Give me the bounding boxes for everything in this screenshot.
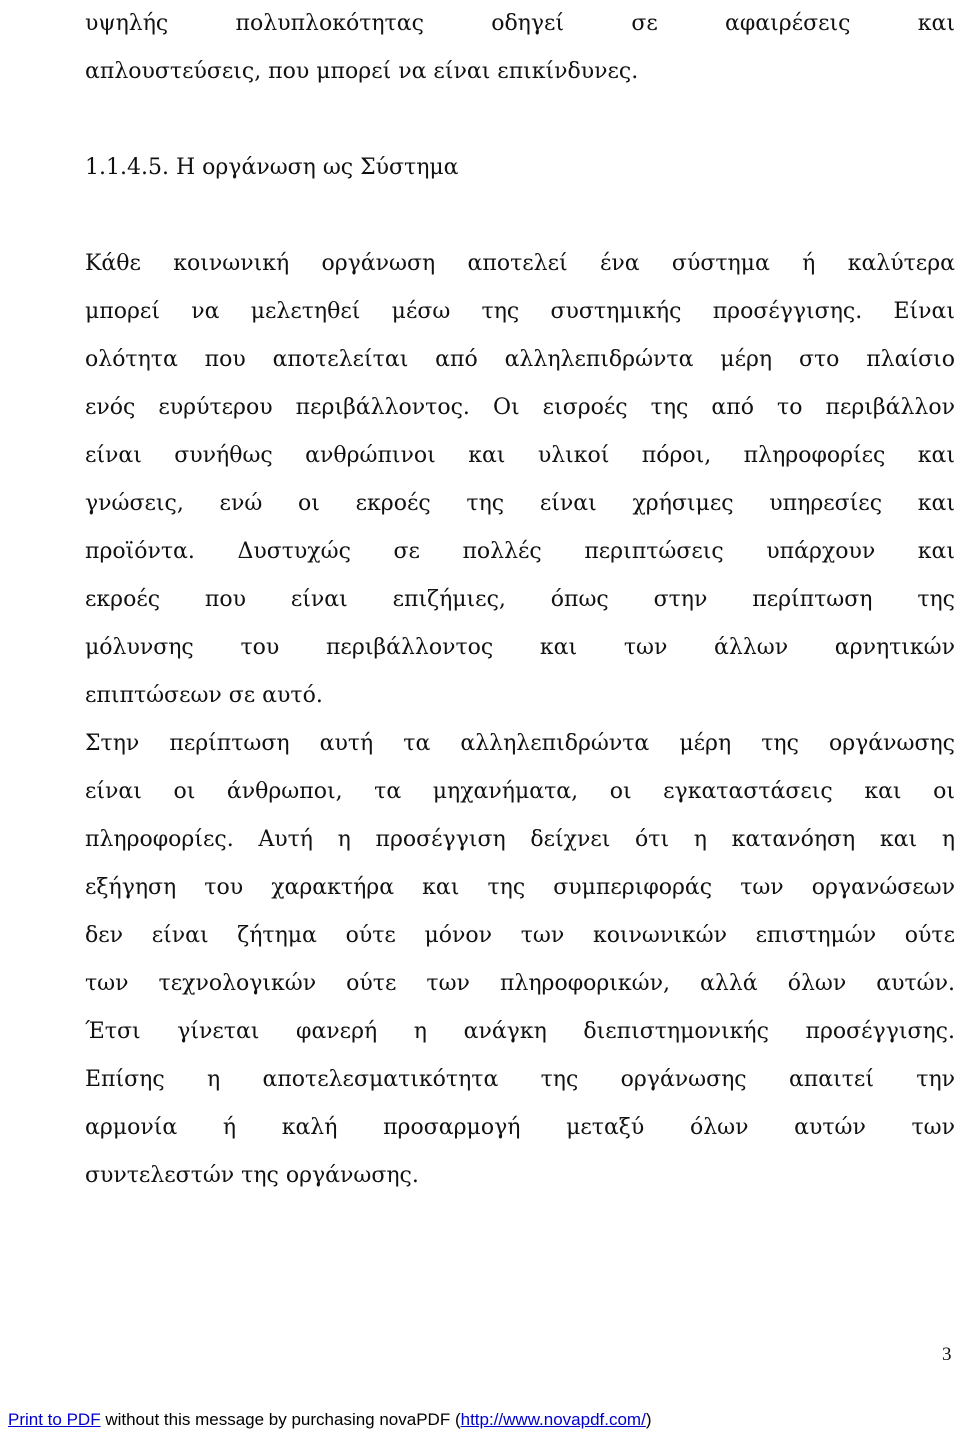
footer-end-text: ) xyxy=(645,1410,652,1429)
body-line: μόλυνσης του περιβάλλοντος και των άλλων αρνητικών xyxy=(85,635,955,660)
body-line: ολότητα που αποτελείται από αλληλεπιδρώντα μέρη στο πλαίσιο xyxy=(85,347,955,372)
section-heading: 1.1.4.5. Η οργάνωση ως Σύστημα xyxy=(85,155,459,180)
paragraph-gap xyxy=(85,192,955,240)
body-line: γνώσεις, ενώ οι εκροές της είναι χρήσιμες υπηρεσίες και xyxy=(85,491,955,516)
intro-line: υψηλής πολυπλοκότητας οδηγεί σε αφαιρέσεις και xyxy=(85,11,955,36)
print-footer xyxy=(8,1409,651,1431)
paragraph-gap xyxy=(85,96,955,144)
novapdf-url-link[interactable]: http://www.novapdf.com/ xyxy=(460,1410,646,1429)
body-line: επιπτώσεων σε αυτό. xyxy=(85,683,323,708)
body-line: είναι συνήθως ανθρώπινοι και υλικοί πόροι, πληροφορίες και xyxy=(85,443,955,468)
body-line: Επίσης η αποτελεσματικότητα της οργάνωσης απαιτεί την xyxy=(85,1067,955,1092)
print-to-pdf-link[interactable]: Print to PDF xyxy=(8,1410,101,1429)
body-line: είναι οι άνθρωποι, τα μηχανήματα, οι εγκαταστάσεις και οι xyxy=(85,779,955,804)
body-line: εκροές που είναι επιζήμιες, όπως στην περίπτωση της xyxy=(85,587,955,612)
footer-text: without this message by purchasing novaPDF ( xyxy=(100,1410,461,1429)
body-line: εξήγηση του χαρακτήρα και της συμπεριφοράς των οργανώσεων xyxy=(85,875,955,900)
body-line: Στην περίπτωση αυτή τα αλληλεπιδρώντα μέρη της οργάνωσης xyxy=(85,731,955,756)
body-line: μπορεί να μελετηθεί μέσω της συστημικής προσέγγισης. Είναι xyxy=(85,299,955,324)
body-line: πληροφορίες. Αυτή η προσέγγιση δείχνει ότι η κατανόηση και η xyxy=(85,827,955,852)
body-line: Έτσι γίνεται φανερή η ανάγκη διεπιστημονικής προσέγγισης. xyxy=(85,1019,955,1044)
body-line: των τεχνολογικών ούτε των πληροφορικών, αλλά όλων αυτών. xyxy=(85,971,955,996)
body-line: προϊόντα. Δυστυχώς σε πολλές περιπτώσεις υπάρχουν και xyxy=(85,539,955,564)
body-line: αρμονία ή καλή προσαρμογή μεταξύ όλων αυτών των xyxy=(85,1115,955,1140)
intro-line: απλουστεύσεις, που μπορεί να είναι επικίνδυνες. xyxy=(85,59,639,84)
page-number: 3 xyxy=(942,1344,952,1365)
body-line: Κάθε κοινωνική οργάνωση αποτελεί ένα σύστημα ή καλύτερα xyxy=(85,251,955,276)
body-line: δεν είναι ζήτημα ούτε μόνον των κοινωνικών επιστημών ούτε xyxy=(85,923,955,948)
body-line: ενός ευρύτερου περιβάλλοντος. Οι εισροές της από το περιβάλλον xyxy=(85,395,955,420)
document-body xyxy=(85,0,955,1200)
body-line: συντελεστών της οργάνωσης. xyxy=(85,1163,419,1188)
